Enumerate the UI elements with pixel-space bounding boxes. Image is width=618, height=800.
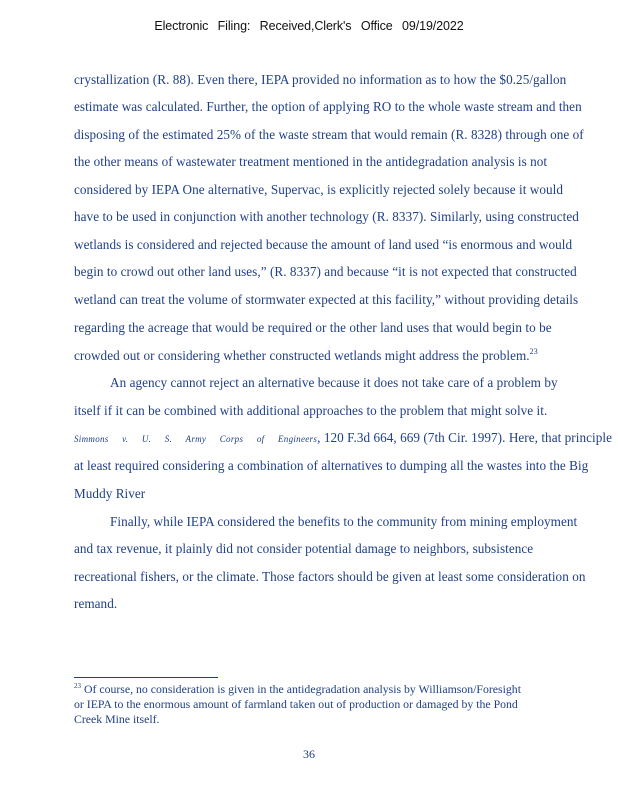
- paragraph-line: Muddy River: [74, 486, 146, 501]
- paragraph-line: An agency cannot reject an alternative because it does not take care of a problem by: [110, 375, 558, 390]
- paragraph-line: regarding the acreage that would be required or the other land uses that would begin to be: [74, 320, 552, 335]
- paragraph-text: crowded out or considering whether constructed wetlands might address the problem.: [74, 348, 530, 363]
- paragraph-line: disposing of the estimated 25% of the waste stream that would remain (R. 8328) through one of: [74, 127, 584, 142]
- footnote-reference[interactable]: 23: [529, 347, 538, 356]
- paragraph-line: wetlands is considered and rejected because the amount of land used “is enormous and would: [74, 237, 573, 252]
- paragraph-line: begin to crowd out other land uses,” (R. 8337) and because “it is not expected that constructed: [74, 264, 577, 279]
- citation-details: , 120 F.3d 664, 669 (7th Cir. 1997). Here, that principle: [317, 430, 612, 445]
- footnote-line: or IEPA to the enormous amount of farmland taken out of production or damaged by the Pond: [74, 697, 518, 711]
- footnote-number: 23: [74, 682, 81, 690]
- paragraph-line: considered by IEPA One alternative, Supervac, is explicitly rejected solely because it would: [74, 182, 563, 197]
- paragraph-line: recreational fishers, or the climate. Those factors should be given at least some consideration on: [74, 569, 586, 584]
- footnote-text: Of course, no consideration is given in the antidegradation analysis by Williamson/Foresight: [83, 682, 521, 696]
- paragraph-line: the other means of wastewater treatment mentioned in the antidegradation analysis is not: [74, 154, 548, 169]
- footnote-line: Creek Mine itself.: [74, 712, 160, 726]
- filing-header: Electronic Filing: Received,Clerk's Office 09/19/2022: [154, 19, 464, 33]
- paragraph-line: crystallization (R. 88). Even there, IEPA provided no information as to how the $0.25/gallon: [74, 72, 567, 87]
- paragraph-line: remand.: [74, 596, 118, 611]
- footnote-separator: [74, 677, 218, 678]
- paragraph-line: itself if it can be combined with additional approaches to the problem that might solve it.: [74, 403, 548, 418]
- case-citation: Simmons v. U. S. Army Corps of Engineers: [74, 434, 318, 444]
- paragraph-line: Finally, while IEPA considered the benefits to the community from mining employment: [110, 514, 578, 529]
- paragraph-line: at least required considering a combination of alternatives to dumping all the wastes into the Big: [74, 458, 589, 473]
- paragraph-line: have to be used in conjunction with another technology (R. 8337). Similarly, using constructed: [74, 209, 579, 224]
- paragraph-line: [74, 347, 538, 364]
- page-number: 36: [303, 747, 315, 761]
- paragraph-line: wetland can treat the volume of stormwater expected at this facility,” without providing details: [74, 292, 579, 307]
- footnote-line: [74, 682, 521, 697]
- paragraph-line: and tax revenue, it plainly did not consider potential damage to neighbors, subsistence: [74, 541, 534, 556]
- paragraph-line: estimate was calculated. Further, the option of applying RO to the whole waste stream and then: [74, 99, 582, 114]
- paragraph-line: [74, 430, 612, 446]
